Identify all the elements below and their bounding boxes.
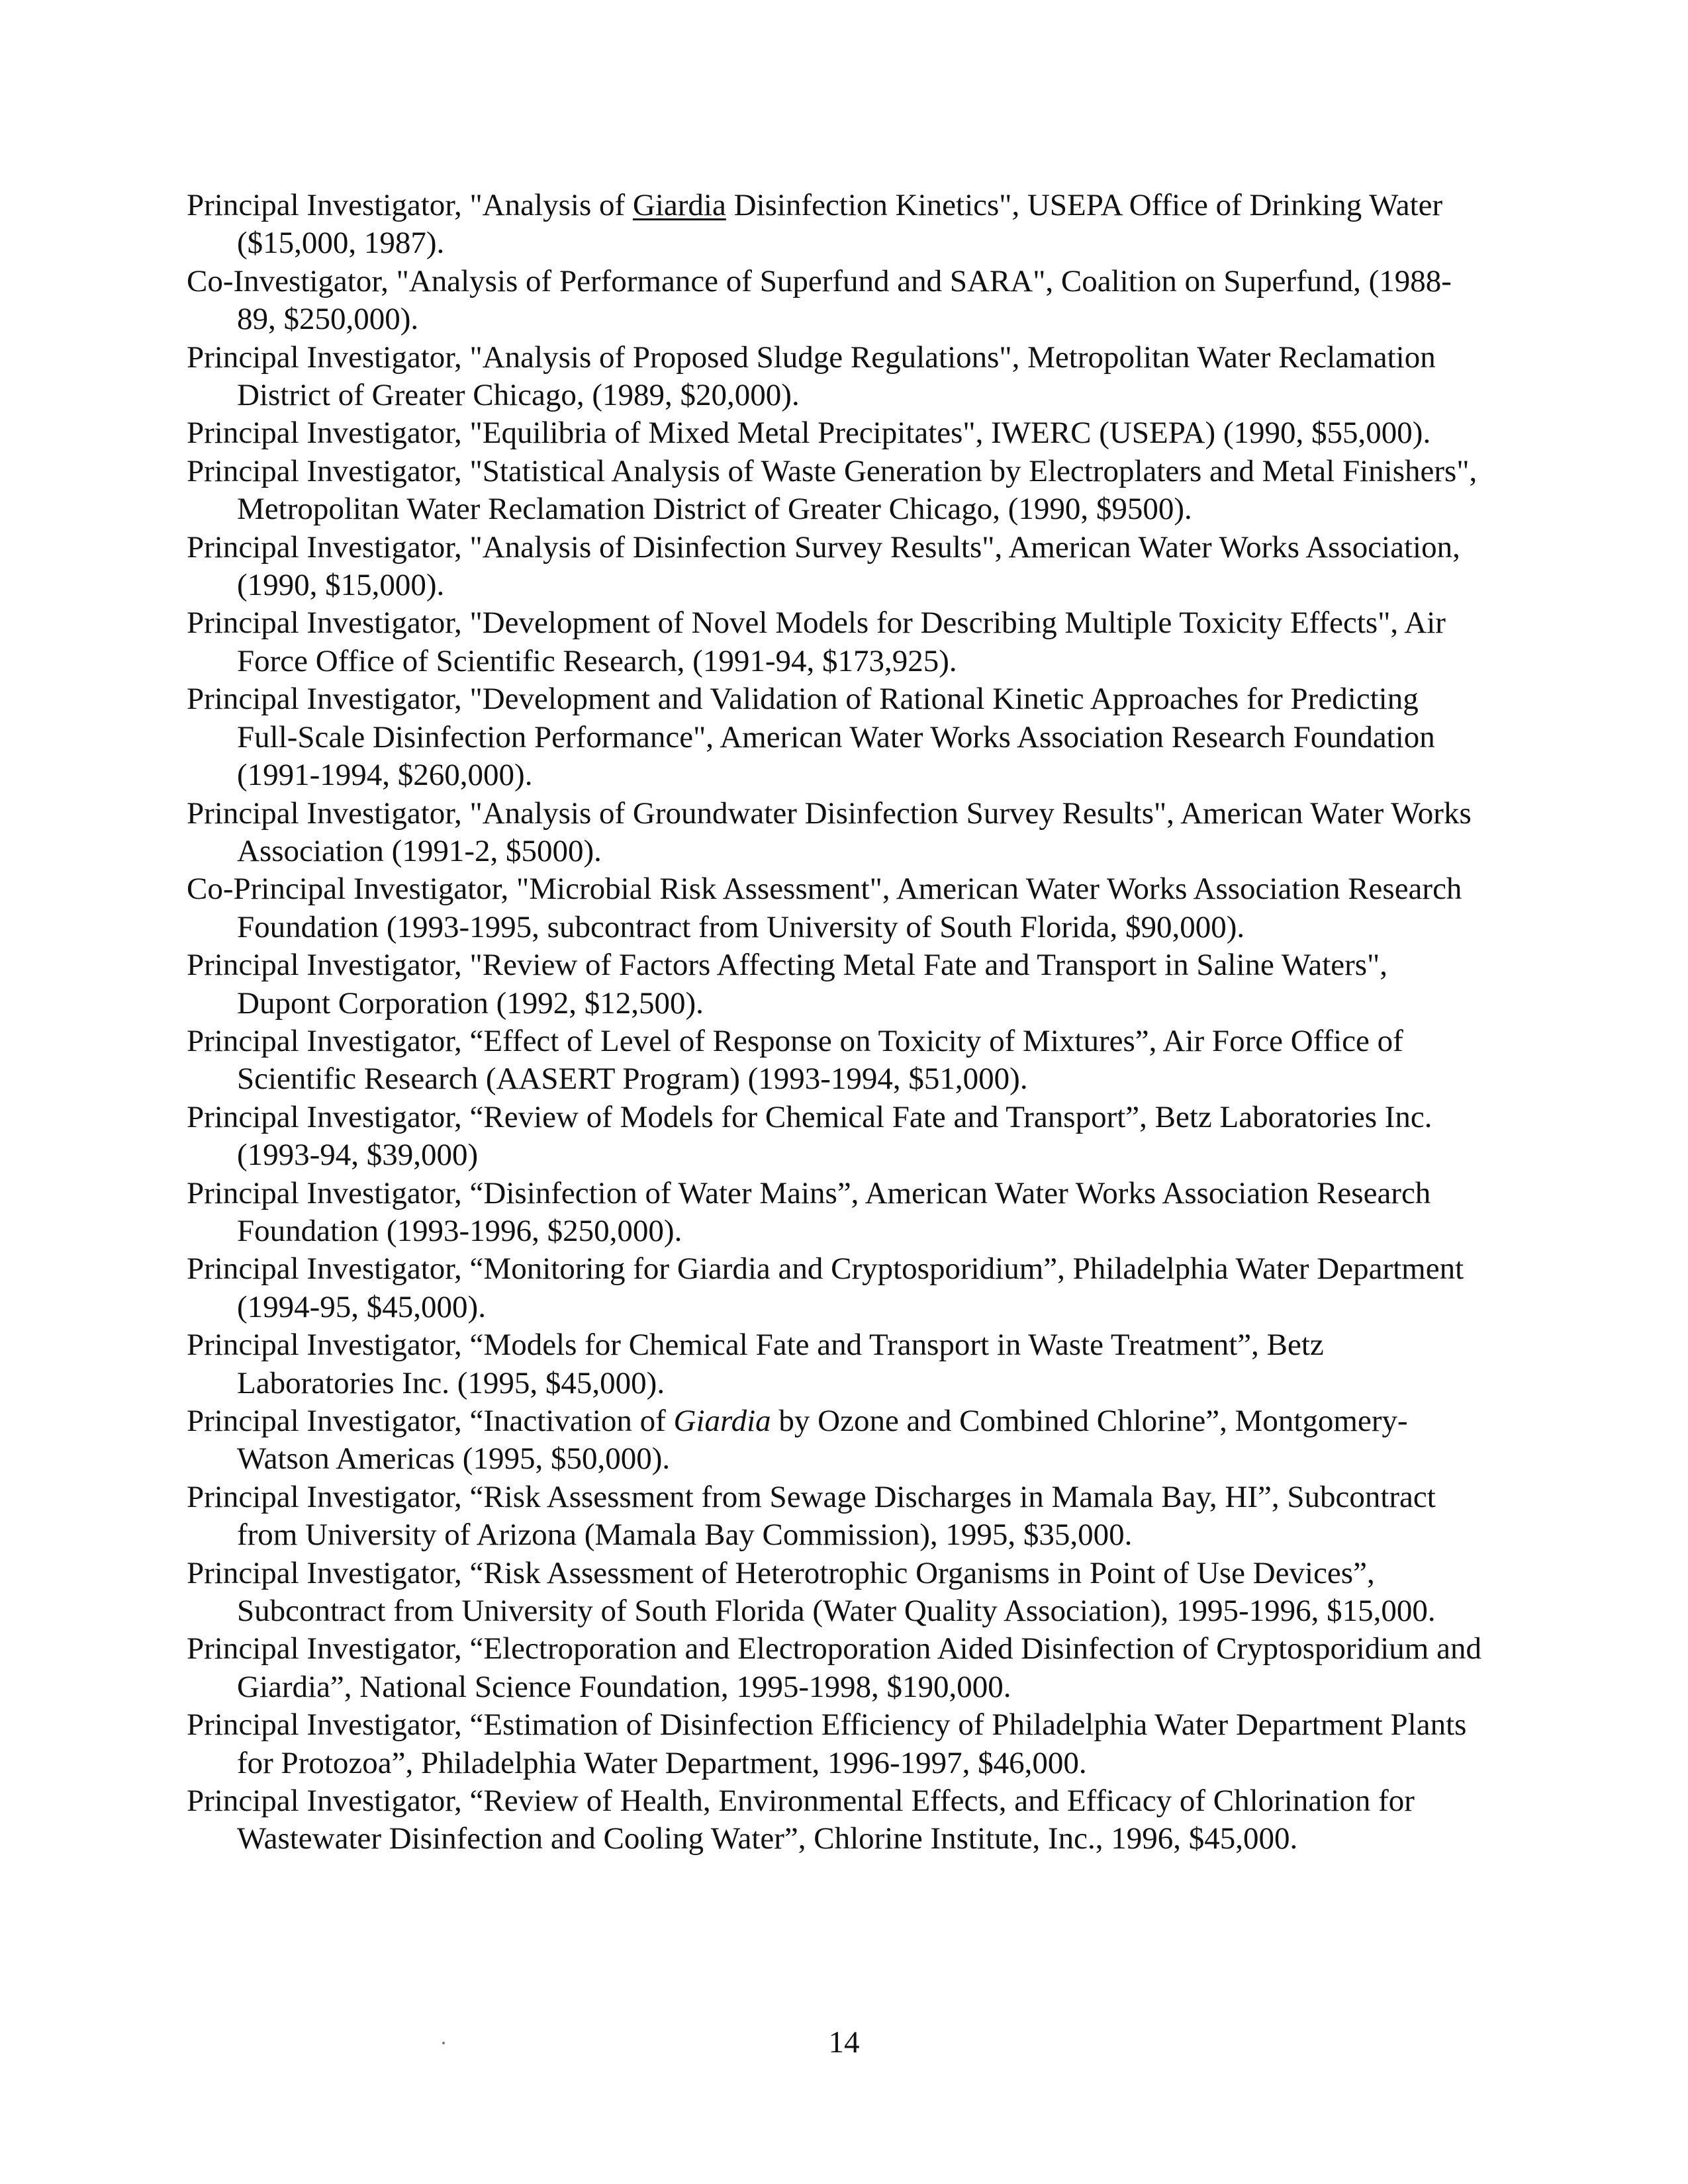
grant-entry: Principal Investigator, “Review of Health, Environmental Effects, and Efficacy of Chlorination for Wastewater Disinfection and Cooling Water”, Chlorine Institute, Inc., 1996, $45,000. <box>187 1784 1415 1856</box>
grant-entry: Principal Investigator, “Electroporation and Electroporation Aided Disinfection of Cryptosporidium and Giardia”, National Science Foundation, 1995-1998, $190,000. <box>187 1631 1481 1704</box>
grant-entry-text: Principal Investigator, "Analysis of <box>187 188 633 222</box>
grant-entry: Principal Investigator, “Risk Assessment from Sewage Discharges in Mamala Bay, HI”, Subcontract from University of Arizona (Mamala Bay Commission), 1995, $35,000. <box>187 1479 1436 1553</box>
grant-entry: Principal Investigator, “Disinfection of Water Mains”, American Water Works Association Research Foundation (1993-1996, $250,000). <box>187 1175 1431 1248</box>
grant-entry: Co-Principal Investigator, "Microbial Risk Assessment", American Water Works Association Research Foundation (1993-1995, subcontract from University of South Florida, $90,000). <box>187 872 1462 944</box>
grant-entry: Principal Investigator, "Development and Validation of Rational Kinetic Approaches for Predicting Full-Scale Disinfection Performance", American Water Works Association Research Foundation (1991-1994, $260,000). <box>187 682 1435 793</box>
grant-entry-text: by Ozone and Combined Chlorine”, Montgomery-Watson Americas (1995, $50,000). <box>237 1404 1408 1477</box>
grant-entry <box>187 1402 1484 1479</box>
grant-entry: Principal Investigator, “Estimation of Disinfection Efficiency of Philadelphia Water Department Plants for Protozoa”, Philadelphia Water Department, 1996-1997, $46,000. <box>187 1707 1467 1780</box>
grant-entry: Principal Investigator, “Risk Assessment of Heterotrophic Organisms in Point of Use Devices”, Subcontract from University of South Florida (Water Quality Association), 1995-1996, $15,000. <box>187 1555 1436 1629</box>
grant-entry: Co-Investigator, "Analysis of Performance of Superfund and SARA", Coalition on Superfund, (1988-89, $250,000). <box>187 263 1452 337</box>
grant-entry: Principal Investigator, "Equilibria of Mixed Metal Precipitates", IWERC (USEPA) (1990, $55,000). <box>187 416 1431 451</box>
underlined-term: Giardia <box>632 188 726 222</box>
grant-entry <box>187 187 1484 263</box>
grant-entry: Principal Investigator, "Development of Novel Models for Describing Multiple Toxicity Effects", Air Force Office of Scientific Research, (1991-94, $173,925). <box>187 606 1446 678</box>
grant-entry: Principal Investigator, “Review of Models for Chemical Fate and Transport”, Betz Laboratories Inc. (1993-94, $39,000) <box>187 1099 1432 1173</box>
grant-entry-text: Principal Investigator, “Inactivation of <box>187 1404 674 1438</box>
grant-entry: Principal Investigator, "Review of Factors Affecting Metal Fate and Transport in Saline Waters", Dupont Corporation (1992, $12,500). <box>187 948 1388 1021</box>
grant-entry: Principal Investigator, “Monitoring for Giardia and Cryptosporidium”, Philadelphia Water Department (1994-95, $45,000). <box>187 1251 1464 1324</box>
italic-term: Giardia <box>673 1404 771 1438</box>
page-number: 14 <box>828 2025 860 2060</box>
grant-entry-text: Disinfection Kinetics", USEPA Office of Drinking Water ($15,000, 1987). <box>237 188 1443 261</box>
grant-entry: Principal Investigator, "Statistical Analysis of Waste Generation by Electroplaters and Metal Finishers", Metropolitan Water Reclamation District of Greater Chicago, (1990, $9500). <box>187 453 1477 527</box>
grant-entry: Principal Investigator, “Models for Chemical Fate and Transport in Waste Treatment”, Betz Laboratories Inc. (1995, $45,000). <box>187 1328 1324 1400</box>
grant-entry: Principal Investigator, "Analysis of Groundwater Disinfection Survey Results", American Water Works Association (1991-2, $5000). <box>187 796 1472 868</box>
grant-entry: Principal Investigator, "Analysis of Disinfection Survey Results", American Water Works Association, (1990, $15,000). <box>187 529 1460 603</box>
grant-list <box>187 187 1484 1858</box>
grant-entry: Principal Investigator, “Effect of Level of Response on Toxicity of Mixtures”, Air Force Office of Scientific Research (AASERT Program) (1993-1994, $51,000). <box>187 1023 1403 1097</box>
grant-entry: Principal Investigator, "Analysis of Proposed Sludge Regulations", Metropolitan Water Reclamation District of Greater Chicago, (1989, $20,000). <box>187 340 1436 413</box>
